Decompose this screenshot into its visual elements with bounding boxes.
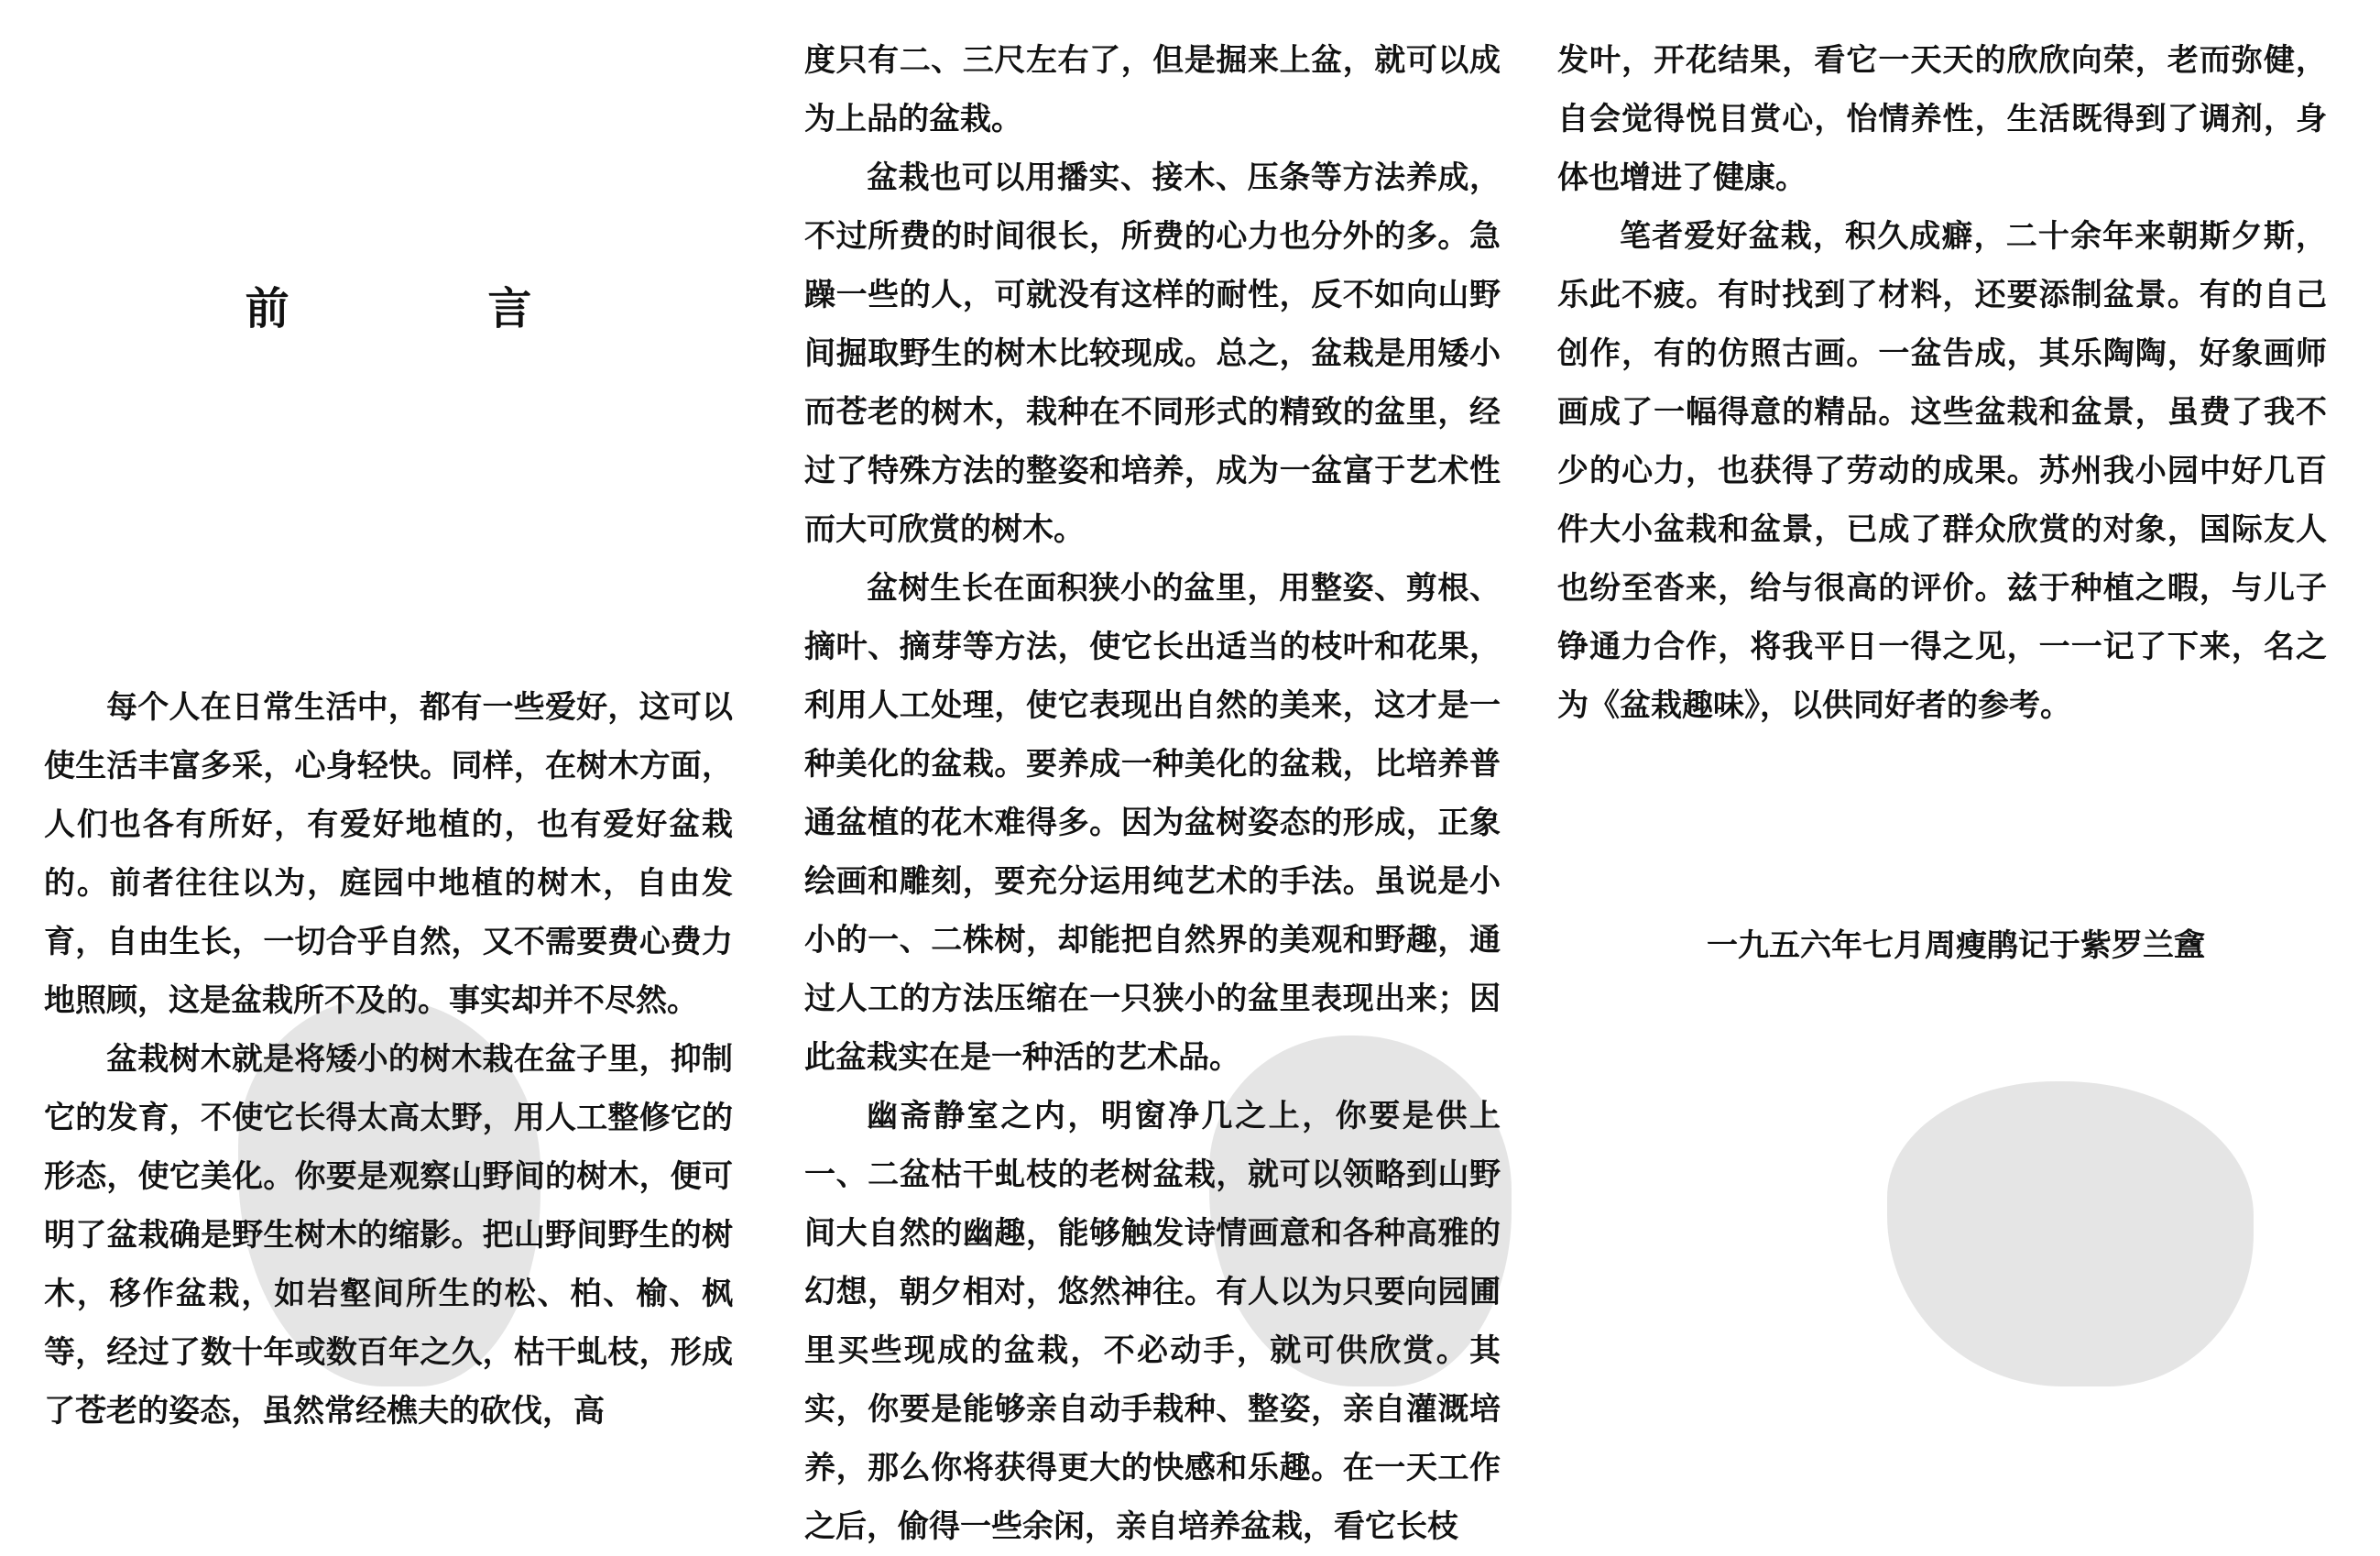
right-column-text [1557, 31, 2327, 735]
paragraph: 笔者爱好盆栽，积久成癖，二十余年来朝斯夕斯，乐此不疲。有时找到了材料，还要添制盆景。有的自己创作，有的仿照古画。一盆告成，其乐陶陶，好象画师画成了一幅得意的精品。这些盆栽和盆景，虽费了我不少的心力，也获得了劳动的成果。苏州我小园中好几百件大小盆栽和盆景，已成了群众欣赏的对象，国际友人也纷至沓来，给与很高的评价。兹于种植之暇，与儿子铮通力合作，将我平日一得之见，一一记了下来，名之为《盆栽趣味》，以供同好者的参考。 [1557, 218, 2327, 724]
paragraph: 每个人在日常生活中，都有一些爱好，这可以使生活丰富多采，心身轻快。同样，在树木方面，人们也各有所好，有爱好地植的，也有爱好盆栽的。前者往往以为，庭园中地植的树木，自由发育，自由生长，一切合乎自然，又不需要费心费力地照顾，这是盆栽所不及的。事实却并不尽然。 [44, 689, 733, 1019]
paragraph: 幽斋静室之内，明窗净几之上，你要是供上一、二盆枯干虬枝的老树盆栽，就可以领略到山野间大自然的幽趣，能够触发诗情画意和各种高雅的幻想，朝夕相对，悠然神往。有人以为只要向园圃里买些现成的盆栽，不必动手，就可供欣赏。其实，你要是能够亲自动手栽种、整姿，亲自灌溉培养，那么你将获得更大的快感和乐趣。在一天工作之后，偷得一些余闲，亲自培养盆栽，看它长枝 [804, 1098, 1501, 1545]
left-column-text [44, 678, 733, 1441]
paragraph: 盆栽也可以用播实、接木、压条等方法养成，不过所费的时间很长，所费的心力也分外的多。急躁一些的人，可就没有这样的耐性，反不如向山野间掘取野生的树木比较现成。总之，盆栽是用矮小而苍老的树木，栽种在不同形式的精致的盆里，经过了特殊方法的整姿和培养，成为一盆富于艺术性而大可欣赏的树木。 [804, 159, 1501, 548]
paragraph: 盆栽树木就是将矮小的树木栽在盆子里，抑制它的发育，不使它长得太高太野，用人工整修它的形态，使它美化。你要是观察山野间的树木，便可明了盆栽确是野生树木的缩影。把山野间野生的树木，移作盆栽，如岩壑间所生的松、柏、榆、枫等，经过了数十年或数百年之久，枯干虬枝，形成了苍老的姿态，虽然常经樵夫的砍伐，高 [44, 1041, 733, 1430]
paragraph-continuation: 度只有二、三尺左右了，但是掘来上盆，就可以成为上品的盆栽。 [804, 42, 1501, 137]
right-column [1557, 0, 2327, 1386]
paragraph-continuation: 发叶，开花结果，看它一天天的欣欣向荣，老而弥健，自会觉得悦目赏心，怡情养性，生活既得到了调剂，身体也增进了健康。 [1557, 42, 2327, 196]
left-column [44, 0, 733, 1430]
paragraph: 盆树生长在面积狭小的盆里，用整姿、剪根、摘叶、摘芽等方法，使它长出适当的枝叶和花果，利用人工处理，使它表现出自然的美来，这才是一种美化的盆栽。要养成一种美化的盆栽，比培养普通盆植的花木难得多。因为盆树姿态的形成，正象绘画和雕刻，要充分运用纯艺术的手法。虽说是小小的一、二株树，却能把自然界的美观和野趣，通过人工的方法压缩在一只狭小的盆里表现出来；因此盆栽实在是一种活的艺术品。 [804, 570, 1501, 1076]
preface-heading: 前 言 [245, 283, 624, 334]
middle-column [804, 0, 1501, 1545]
author-signature-line: 一九五六年七月周瘦鹃记于紫罗兰盦 [1707, 927, 2205, 964]
middle-column-text [804, 31, 1501, 1556]
